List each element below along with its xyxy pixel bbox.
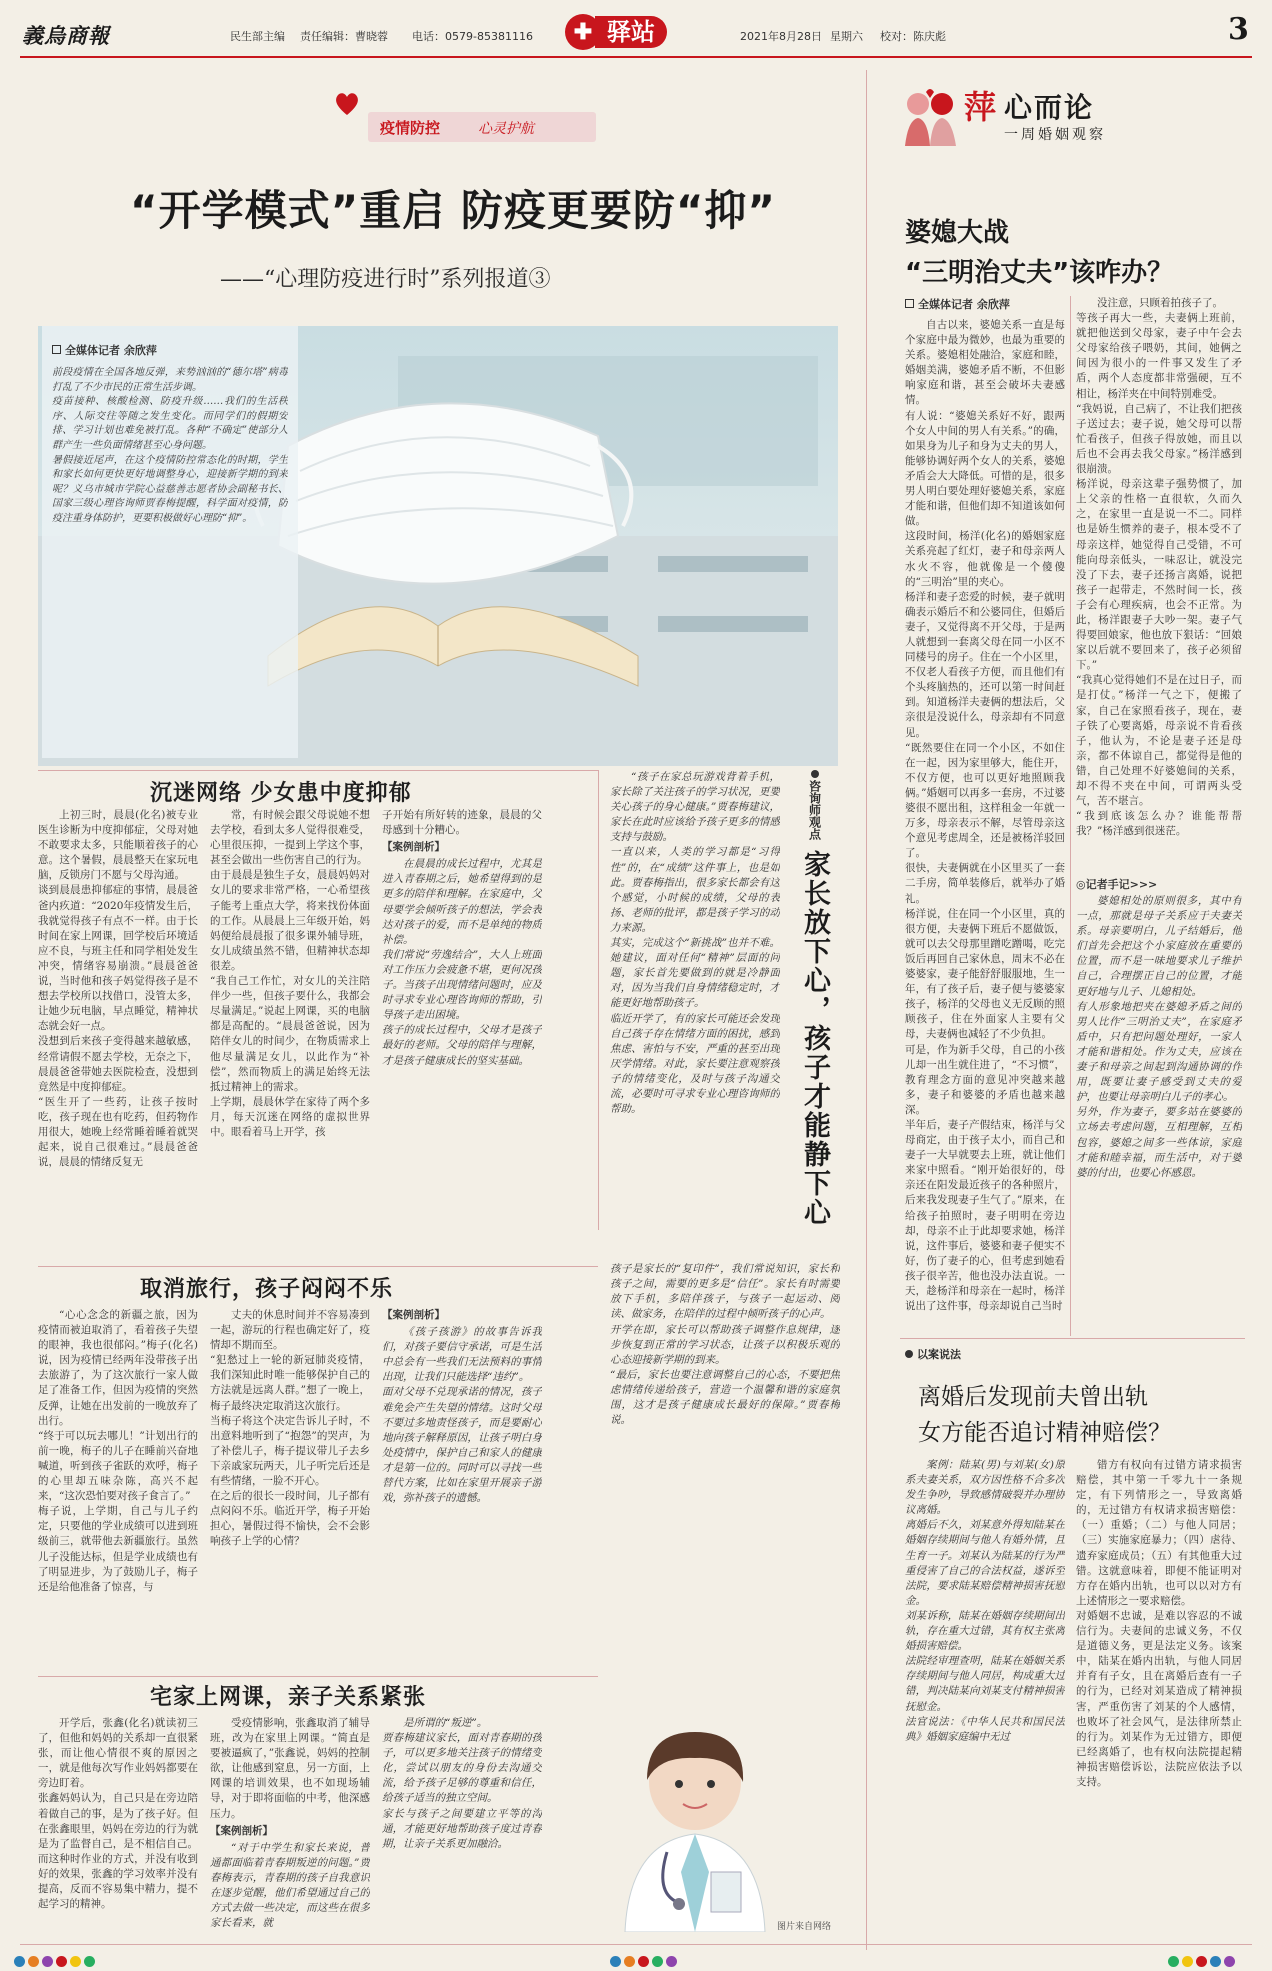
story3-title: 宅家上网课，亲子关系紧张: [150, 1685, 427, 1710]
advice-col1-text: “孩子在家总玩游戏背着手机，家长除了关注孩子的学习状况，更要关心孩子的身心健康。”贾春梅建议，家长在此时应该给予孩子更多的情感支持与鼓励。 一直以来，人类的学习都是“习得性”的，在“成绩”这件事上，也是如此。贾春梅指出，很多家长都会有这个感觉，小时候的成绩，父母的表扬、老师的批评，都是孩子学习的动力来源。 其实，完成这个“新挑战”也并不难。她建议，面对任何“精神”层面的问题，家长首先要做到的就是冷静面对，因为当我们自身情绪稳定时，才能更好地帮助孩子。 临近开学了，有的家长可能还会发现自己孩子存在情绪方面的困扰，感到焦虑、害怕与不安，严重的甚至出现厌学情绪。对此，家长要注意观察孩子的情绪变化，及时与孩子沟通交流，必要时可寻求专业心理咨询师的帮助。: [610, 771, 780, 1116]
story1-col2: [210, 808, 370, 1278]
rule-story3: [38, 1676, 598, 1677]
story1-col2-text: 常，有时候会跟父母说她不想去学校，看到太多人觉得很难受，心里很压抑，一提到上学这个事，甚至会做出一些伤害自己的行为。 由于晨晨是独生子女，晨晨妈妈对女儿的要求非常严格，一心希望孩子能考上重点大学，将来找份体面的工作。从晨晨上三年级开始，妈妈便给晨晨报了很多课外辅导班，女儿成绩虽然不错，但精神状态却很差。 “我自己工作忙，对女儿的关注陪伴少一些，但孩子要什么，我都会尽量满足。”说起上网课，买的电脑都是高配的。“晨晨爸爸说，因为陪伴女儿的时间少，在物质需求上他尽量满足女儿，以此作为“补偿”，然而物质上的满足始终无法抵过精神上的需求。 上学期，晨晨休学在家待了两个多月，每天沉迷在网络的虚拟世界中。眼看着马上开学，孩: [210, 809, 370, 1138]
footer-dots-left: [14, 1952, 98, 1971]
advice-title: 家长放下心，孩子才能静下心: [799, 850, 830, 1227]
img-credit: 图片来自网络: [776, 1922, 831, 1932]
kicker-2: 心灵护航: [478, 121, 534, 137]
column-col1: [905, 318, 1065, 1332]
masthead-weekday: 星期六: [830, 30, 863, 43]
column-note-label: ◎记者手记>>>: [1076, 878, 1158, 891]
story1-col3-text-a: 子开始有所好转的迹象，晨晨的父母感到十分糟心。: [382, 809, 542, 837]
story2-title: 取消旅行，孩子闷闷不乐: [140, 1277, 394, 1302]
masthead: [0, 0, 1272, 62]
column-brand-name: 心而论: [1004, 91, 1095, 124]
lead-text: 前段疫情在全国各地反弹，来势汹汹的“德尔塔”病毒打乱了不少市民的正常生活步调。 疫苗接种、核酸检测、防疫升级……我们的生活秩序、人际交往等随之发生变化。而同学们的假期安排、学习计划也难免被打乱。各种“不确定”使部分人群产生一些负面情绪甚至心身问题。 暑假接近尾声，在这个疫情防控常态化的时期，学生和家长如何更快更好地调整身心，迎接新学期的到来呢？义乌市城市学院心益慈善志愿者协会副秘书长、国家三级心理咨询师贾春梅提醒，科学面对疫情，防疫注重身体防护，更要积极做好心理防“抑”。: [52, 367, 288, 524]
footer-dots-center: [610, 1952, 680, 1971]
column-note: [1076, 894, 1242, 1332]
legal-tag: 以案说法: [905, 1346, 961, 1362]
couple-icon: [900, 84, 960, 150]
masthead-proof: 校对：陈庆彪: [880, 30, 946, 43]
column-title-1: 婆媳大战: [905, 218, 1010, 248]
story2-case-label: 【案例剖析】: [382, 1309, 445, 1321]
legal-col1-text: 案例：陆某(男)与刘某(女)原系夫妻关系，双方因性格不合多次发生争吵，导致感情破裂并办理协议离婚。 离婚后不久，刘某意外得知陆某在婚姻存续期间与他人有婚外情，且生育一子。刘某认为陆某的行为严重侵害了自己的合法权益，遂诉至法院，要求陆某赔偿精神损害抚慰金。 刘某诉称，陆某在婚姻存续期间出轨，存在重大过错，其有权主张离婚损害赔偿。 法院经审理查明，陆某在婚姻关系存续期间与他人同居，构成重大过错，判决陆某向刘某支付精神损害抚慰金。 法官说法：《中华人民共和国民法典》婚姻家庭编中无过: [905, 1459, 1065, 1743]
kicker-banner: [368, 112, 596, 142]
kicker: 疫情防控: [380, 119, 441, 137]
rule-under-image: [38, 770, 598, 771]
byline-box-icon: [52, 345, 61, 354]
story1-col1: [38, 808, 198, 1278]
headline: “开学模式”重启 防疫更要防“抑”: [130, 186, 777, 235]
rule-column-legal: [900, 1338, 1245, 1339]
masthead-editor: 责任编辑：曹晓蓉: [300, 30, 388, 43]
legal-title-1: 离婚后发现前夫曾出轨: [918, 1384, 1148, 1410]
legal-title-2: 女方能否追讨精神赔偿？: [918, 1420, 1171, 1446]
story3-col2-text-b: “对于中学生和家长来说，普通都面临着青春期叛逆的问题。”贾春梅表示，青春期的孩子自我意识在逐步觉醒，他们希望通过自己的方式去做一些决定，而这些在很多家长看来，就: [210, 1841, 370, 1930]
column-col2-text: 没注意，只顾着拍孩子了。 等孩子再大一些，夫妻俩上班前，就把他送到父母家，妻子中午会去父母家给孩子喂奶，其间，她俩之间因为很小的一件事又发生了矛盾，两个人态度都非常强硬，互不相让，杨洋夹在中间特别难受。 “我妈说，自己病了，不让我们把孩子送过去；妻子说，她父母可以帮忙看孩子，但孩子得放她，而且以后也不会再去我父母家。”杨洋感到很崩溃。 杨洋说，母亲这辈子强势惯了，加上父亲的性格一直很软，久而久之，在家里一直是说一不二。同样也是娇生惯养的妻子，根本受不了母亲这样，她觉得自己受错，不可能向母亲低头，一味忍让，就没完没了下去，妻子还扬言离婚，说把孩子一起带走，不然时间一长，孩子会有心理疾病，也会不正常。为此，杨洋跟妻子大吵一架。妻子气得要回娘家，他也放下狠话：“回娘家以后就不要回来了，孩子必须留下。” “我真心觉得她们不是在过日子，而是打仗。”杨洋一气之下，便搬了家，自己在家照看孩子，现在，妻子铁了心要离婚，母亲说不肯看孩子，他认为，不论是妻子还是母亲，都不体谅自己，都觉得是他的错，自己处理不好婆媳间的关系，却不得不夹在中间，可谓两头受气，苦不堪言。 “我到底该怎么办？谁能帮帮我？”杨洋感到很迷茫。: [1076, 297, 1242, 838]
story3-col2-text-a: 受疫情影响，张鑫取消了辅导班，改为在家里上网课。“简直是要被逼疯了，”张鑫说，妈妈的控制欲，让他感到窒息，另一方面，上网课的培训效果，也不如现场辅导，对于即将面临的中考，他深感压力。: [210, 1717, 370, 1820]
story2-col1: [38, 1308, 198, 1676]
story1-col3: [382, 808, 542, 1278]
story1-title: 沉迷网络 少女患中度抑郁: [150, 781, 412, 806]
legal-col2: [1076, 1458, 1242, 1936]
column-brand: [900, 78, 1200, 154]
masthead-date: 2021年8月28日: [740, 30, 822, 43]
lead-box: [42, 326, 298, 758]
rule-col-mid: [1070, 296, 1071, 1336]
column-brand-sub: 一周婚姻观察: [1004, 127, 1106, 143]
story3-case-label: 【案例剖析】: [210, 1824, 273, 1837]
byline-text: 全媒体记者 余欣萍: [65, 344, 157, 357]
column-byline: [905, 296, 1010, 312]
advice-col2-text: 孩子是家长的“复印件”，我们常说知识，家长和孩子之间，需要的更多是“信任”。家长有时需要放下手机，多陪伴孩子，与孩子一起运动、阅读、做家务，在陪伴的过程中倾听孩子的心声。 开学在即，家长可以帮助孩子调整作息规律，逐步恢复到正常的学习状态，让孩子以积极乐观的心态迎接新学期的到来。 “最后，家长也要注意调整自己的心态，不要把焦虑情绪传递给孩子，营造一个温馨和谐的家庭氛围，这才是孩子健康成长最好的保障。”贾春梅说。: [610, 1263, 840, 1427]
rule-advice-left: [598, 770, 599, 1230]
masthead-rule: [20, 56, 1252, 58]
column-col1-text: 自古以来，婆媳关系一直是每个家庭中最为微妙，也最为重要的关系。婆媳相处融洽，家庭和睦，婚姻美满，婆媳矛盾不断，不但影响家庭和谐，甚至会破坏夫妻感情。 有人说：“婆媳关系好不好，跟两个女人中间的男人有关系。”的确，如果身为儿子和身为丈夫的男人，能够协调好两个女人的关系，婆媳矛盾会大大降低。可惜的是，很多男人明白要处理好婆媳关系，家庭才能和谐，但他们却不知道该如何做。 这段时间，杨洋(化名)的婚姻家庭关系亮起了红灯，妻子和母亲两人水火不容，他就像是一个傻傻的“三明治”里的夹心。 杨洋和妻子恋爱的时候，妻子就明确表示婚后不和公婆同住，但婚后妻子，又觉得离不开父母，于是两人就想到一套离父母在同一小区不同楼号的房子。住在一个小区里，不仅老人看孩子方便，而且他们有个头疼脑热的，还可以第一时间赶到。知道杨洋夫妻俩的想法后，父亲很是没说什么，母亲却有不同意见。 “既然要住在同一个小区，不如住在一起，因为家里够大，能住开，不仅方便，也可以更好地照顾我俩。”婚姻可以再多一套房，不过婆婆很不愿出租，这样租金一年就一万多，母亲表示不解，尽管母亲这个意见考虑周全，还是被杨洋驳回了。 很快，夫妻俩就在小区里买了一套二手房，简单装修后，就举办了婚礼。 杨洋说，住在同一个小区里，真的很方便，夫妻俩下班后不愿做饭，就可以去父母那里蹭吃蹭喝，吃完饭后再回自己家休息，周末不必在婆婆家，妻子能舒舒服服地，生一年，有了孩子后，妻子便与婆婆家孩子，杨洋的父母也义无反顾的照顾孩子，住在外面家人主要有父母，夫妻俩也减轻了不少负担。 可是，作为新手父母，自己的小孩儿却一出生就住进了，“不习惯”，教育理念方面的意见冲突越来越多，妻子和婆婆的矛盾也越来越深。 半年后，妻子产假结束，杨洋与父母商定，由于孩子太小，而自己和妻子一大早就要去上班，就让他们来家中照看。“刚开始很好的，母亲还在阳发最近孩子的各种照片，后来我发现妻子生气了。”原来，在给孩子拍照时，妻子明明在旁边却，母亲不止于此却要求她，杨洋说，这件事后，婆婆和妻子便实不好，伤了妻子的心，但考虑到她看孩子很辛苦，他也没办法直说。一天，趁杨洋和母亲在一起时，杨洋说出了这件事，母亲却说自己当时: [905, 319, 1065, 1313]
column-note-text: 婆媳相处的原则很多，其中有一点，那就是母子关系应于夫妻关系。母亲要明白，儿子结婚后，他们首先会把这个小家庭放在重要的位置，而不是一味地要求儿子维护自己，合理摆正自己的位置，才能更好地与儿子、儿媳相处。 有人形象地把夹在婆媳矛盾之间的男人比作“三明治丈夫”，在家庭矛盾中，只有把问题处理好，一家人才能和谐相处。作为丈夫，应该在妻子和母亲之间起到沟通协调的作用，既要让妻子感受到丈夫的爱护，也要让母亲明白儿子的孝心。 另外，作为妻子，要多站在婆婆的立场去考虑问题，互相理解，互相包容，婆媳之间多一些体谅，家庭才能和睦幸福，而生活中，对于婆婆的付出，也要心怀感恩。: [1076, 895, 1242, 1179]
column-title-2: “三明治丈夫”该咋办？: [905, 258, 1174, 288]
story2-col2-text: 丈夫的休息时间并不容易凑到一起，游玩的行程也确定好了，疫情却不期而至。 “犯愁过上一轮的新冠肺炎疫情，我们深知此时唯一能够保护自己的方法就是远离人群。”想了一晚上，梅子最终决定取消这次旅行。 当梅子将这个决定告诉儿子时，不出意料地听到了“抱怨”的哭声，为了补偿儿子，梅子提议带儿子去乡下亲戚家玩两天，儿子听完后还是有些情绪，一脸不开心。 在之后的很长一段时间，儿子都有点闷闷不乐。临近开学，梅子开始担心，暑假过得不愉快，会不会影响孩子上学的心情？: [210, 1309, 370, 1548]
story1-case-label: 【案例剖析】: [382, 841, 445, 854]
section-circle-icon: ✚: [565, 14, 601, 50]
story3-col3: [382, 1716, 542, 1934]
story2-col1-text: “心心念念的新疆之旅，因为疫情而被迫取消了，看着孩子失望的眼神，我也很郁闷。”梅子(化名)说，因为疫情已经两年没带孩子出去旅游了，为了这次旅行一家人做足了准备工作，但因为疫情的突然反弹，让她在出发前的一晚放弃了出行。 “终于可以玩去哪儿！”计划出行的前一晚，梅子的儿子在睡前兴奋地喊道，听到孩子雀跃的欢呼，梅子的心里却五味杂陈，高兴不起来，“这次恐怕要对孩子食言了。” 梅子说，上学期，自己与儿子约定，只要他的学业成绩可以进到班级前三，就带他去新疆旅行。虽然儿子没能达标，但是学业成绩也有了明显进步，为了鼓励儿子，梅子还是给他准备了惊喜，与: [38, 1309, 198, 1593]
column-byline-text: 全媒体记者 余欣萍: [918, 298, 1010, 311]
rule-bottom: [20, 1944, 1252, 1945]
story3-col3-text: 是所谓的“叛逆”。 贾春梅建议家长，面对青春期的孩子，可以更多地关注孩子的情绪变化，尝试以朋友的身份去沟通交流，给予孩子足够的尊重和信任，给孩子适当的独立空间。 家长与孩子之间要建立平等的沟通，才能更好地帮助孩子度过青春期，让亲子关系更加融洽。: [382, 1717, 542, 1850]
section-name: 驿站: [595, 16, 667, 48]
legal-col1: [905, 1458, 1065, 1936]
rule-story2: [38, 1266, 598, 1267]
story2-col3: [382, 1308, 542, 1676]
footer-dots-right: [1168, 1952, 1238, 1971]
rule-main-right: [866, 70, 867, 1950]
story3-col2: [210, 1716, 370, 1934]
legal-col2-text: 错方有权向有过错方请求损害赔偿，其中第一千零九十一条规定，有下列情形之一，导致离婚的，无过错方有权请求损害赔偿：（一）重婚；（二）与他人同居；（三）实施家庭暴力；（四）虐待、遗弃家庭成员；（五）有其他重大过错。这就意味着，即便不能证明对方存在婚内出轨，也可以以对方有上述情形之一要求赔偿。 对婚姻不忠诚，是难以容忍的不诚信行为。夫妻间的忠诚义务，不仅是道德义务，更是法定义务。该案中，陆某在婚内出轨，与他人同居并育有子女，且在离婚后查有一子的行为，已经对刘某造成了精神损害，严重伤害了刘某的个人感情，也败坏了社会风气，是法律所禁止的行为。刘某作为无过错方，即便已经离婚了，也有权向法院提起精神损害赔偿诉讼，法院应依法予以支持。: [1076, 1459, 1242, 1788]
paper-logo: 義烏商報: [22, 23, 110, 48]
story1-col3-text-b: 在晨晨的成长过程中，尤其是进入青春期之后，她希望得到的是更多的陪伴和理解。在家庭中，父母要学会倾听孩子的想法，学会表达对孩子的爱，而不是单纯的物质补偿。 我们常说“劳逸结合”，大人上班面对工作压力会疲惫不堪，更何况孩子。当孩子出现情绪问题时，应及时寻求专业心理咨询师的帮助，引导孩子走出困境。 孩子的成长过程中，父母才是孩子最好的老师。父母的陪伴与理解，才是孩子健康成长的坚实基础。: [382, 858, 542, 1067]
masthead-phone: 电话：0579-85381116: [412, 30, 533, 43]
heart-icon: [332, 88, 362, 118]
byline-main: [52, 342, 288, 358]
page-number: 3: [1228, 12, 1249, 47]
advice-col1: [610, 770, 780, 1228]
advice-col2: [610, 1232, 840, 1712]
story2-col3-text: 《孩子孩游》的故事告诉我们，对孩子要信守承诺，可是生活中总会有一些我们无法预料的事情出现，让我们只能选择“违约”。 面对父母不兑现承诺的情况，孩子难免会产生失望的情绪。这时父母不要过多地责怪孩子，而是要耐心地向孩子解释原因，让孩子明白身处疫情中，保护自己和家人的健康才是第一位的。同时可以寻找一些替代方案，比如在家里开展亲子游戏，弥补孩子的遗憾。: [382, 1326, 542, 1505]
column-brand-char: 萍: [964, 88, 997, 126]
story2-col2: [210, 1308, 370, 1676]
column-byline-box-icon: [905, 299, 914, 308]
story3-col1-text: 开学后，张鑫(化名)就读初三了，但他和妈妈的关系却一直很紧张，而让他心情很不爽的原因之一，就是他每次写作业妈妈都要在旁边盯着。 张鑫妈妈认为，自己只是在旁边陪着做自己的事，是为了孩子好。但在张鑫眼里，妈妈在旁边的行为就是为了监督自己，是不相信自己。而这种时作业的方式，并没有收到好的效果，张鑫的学习效率并没有提高，反而不容易集中精力，提不起学习的精神。: [38, 1717, 198, 1911]
advice-dot-icon: [811, 770, 819, 778]
advice-tag-text: 咨询师观点: [807, 780, 822, 840]
column-col2: [1076, 296, 1242, 868]
story3-col1: [38, 1716, 198, 1934]
deck: ——“心理防疫进行时”系列报道③: [220, 267, 551, 292]
story1-col1-text: 上初三时，晨晨(化名)被专业医生诊断为中度抑郁症，父母对她不敢要求太多，只能顺着孩子的心意。这个暑假，晨晨整天在家玩电脑，反锁房门不愿与父母沟通。 谈到晨晨患抑郁症的事情，晨晨爸爸内疚道：“2020年疫情发生后，我就觉得孩子有点不一样。由于长时间在家上网课，回学校后环境适应不良，与班主任和同学相处发生冲突，情绪容易崩溃。”晨晨爸爸说，当时他和孩子妈觉得孩子是不想去学校所以找借口，没管太多，让她少玩电脑，早点睡觉，精神状态就会好一点。 没想到后来孩子变得越来越敏感，经常请假不愿去学校，无奈之下，晨晨爸爸带她去医院检查，没想到竟然是中度抑郁症。 “医生开了一些药，让孩子按时吃，孩子现在也有吃药，但药物作用很大，她晚上经常睡着睡着就哭起来，说自己很难过。”晨晨爸爸说，晨晨的情绪反复无: [38, 809, 198, 1169]
doctor-illustration: [555, 1722, 835, 1932]
mask-book-photo: [38, 326, 838, 766]
masthead-dept: 民生部主编: [230, 30, 285, 43]
section-badge: [565, 12, 705, 52]
